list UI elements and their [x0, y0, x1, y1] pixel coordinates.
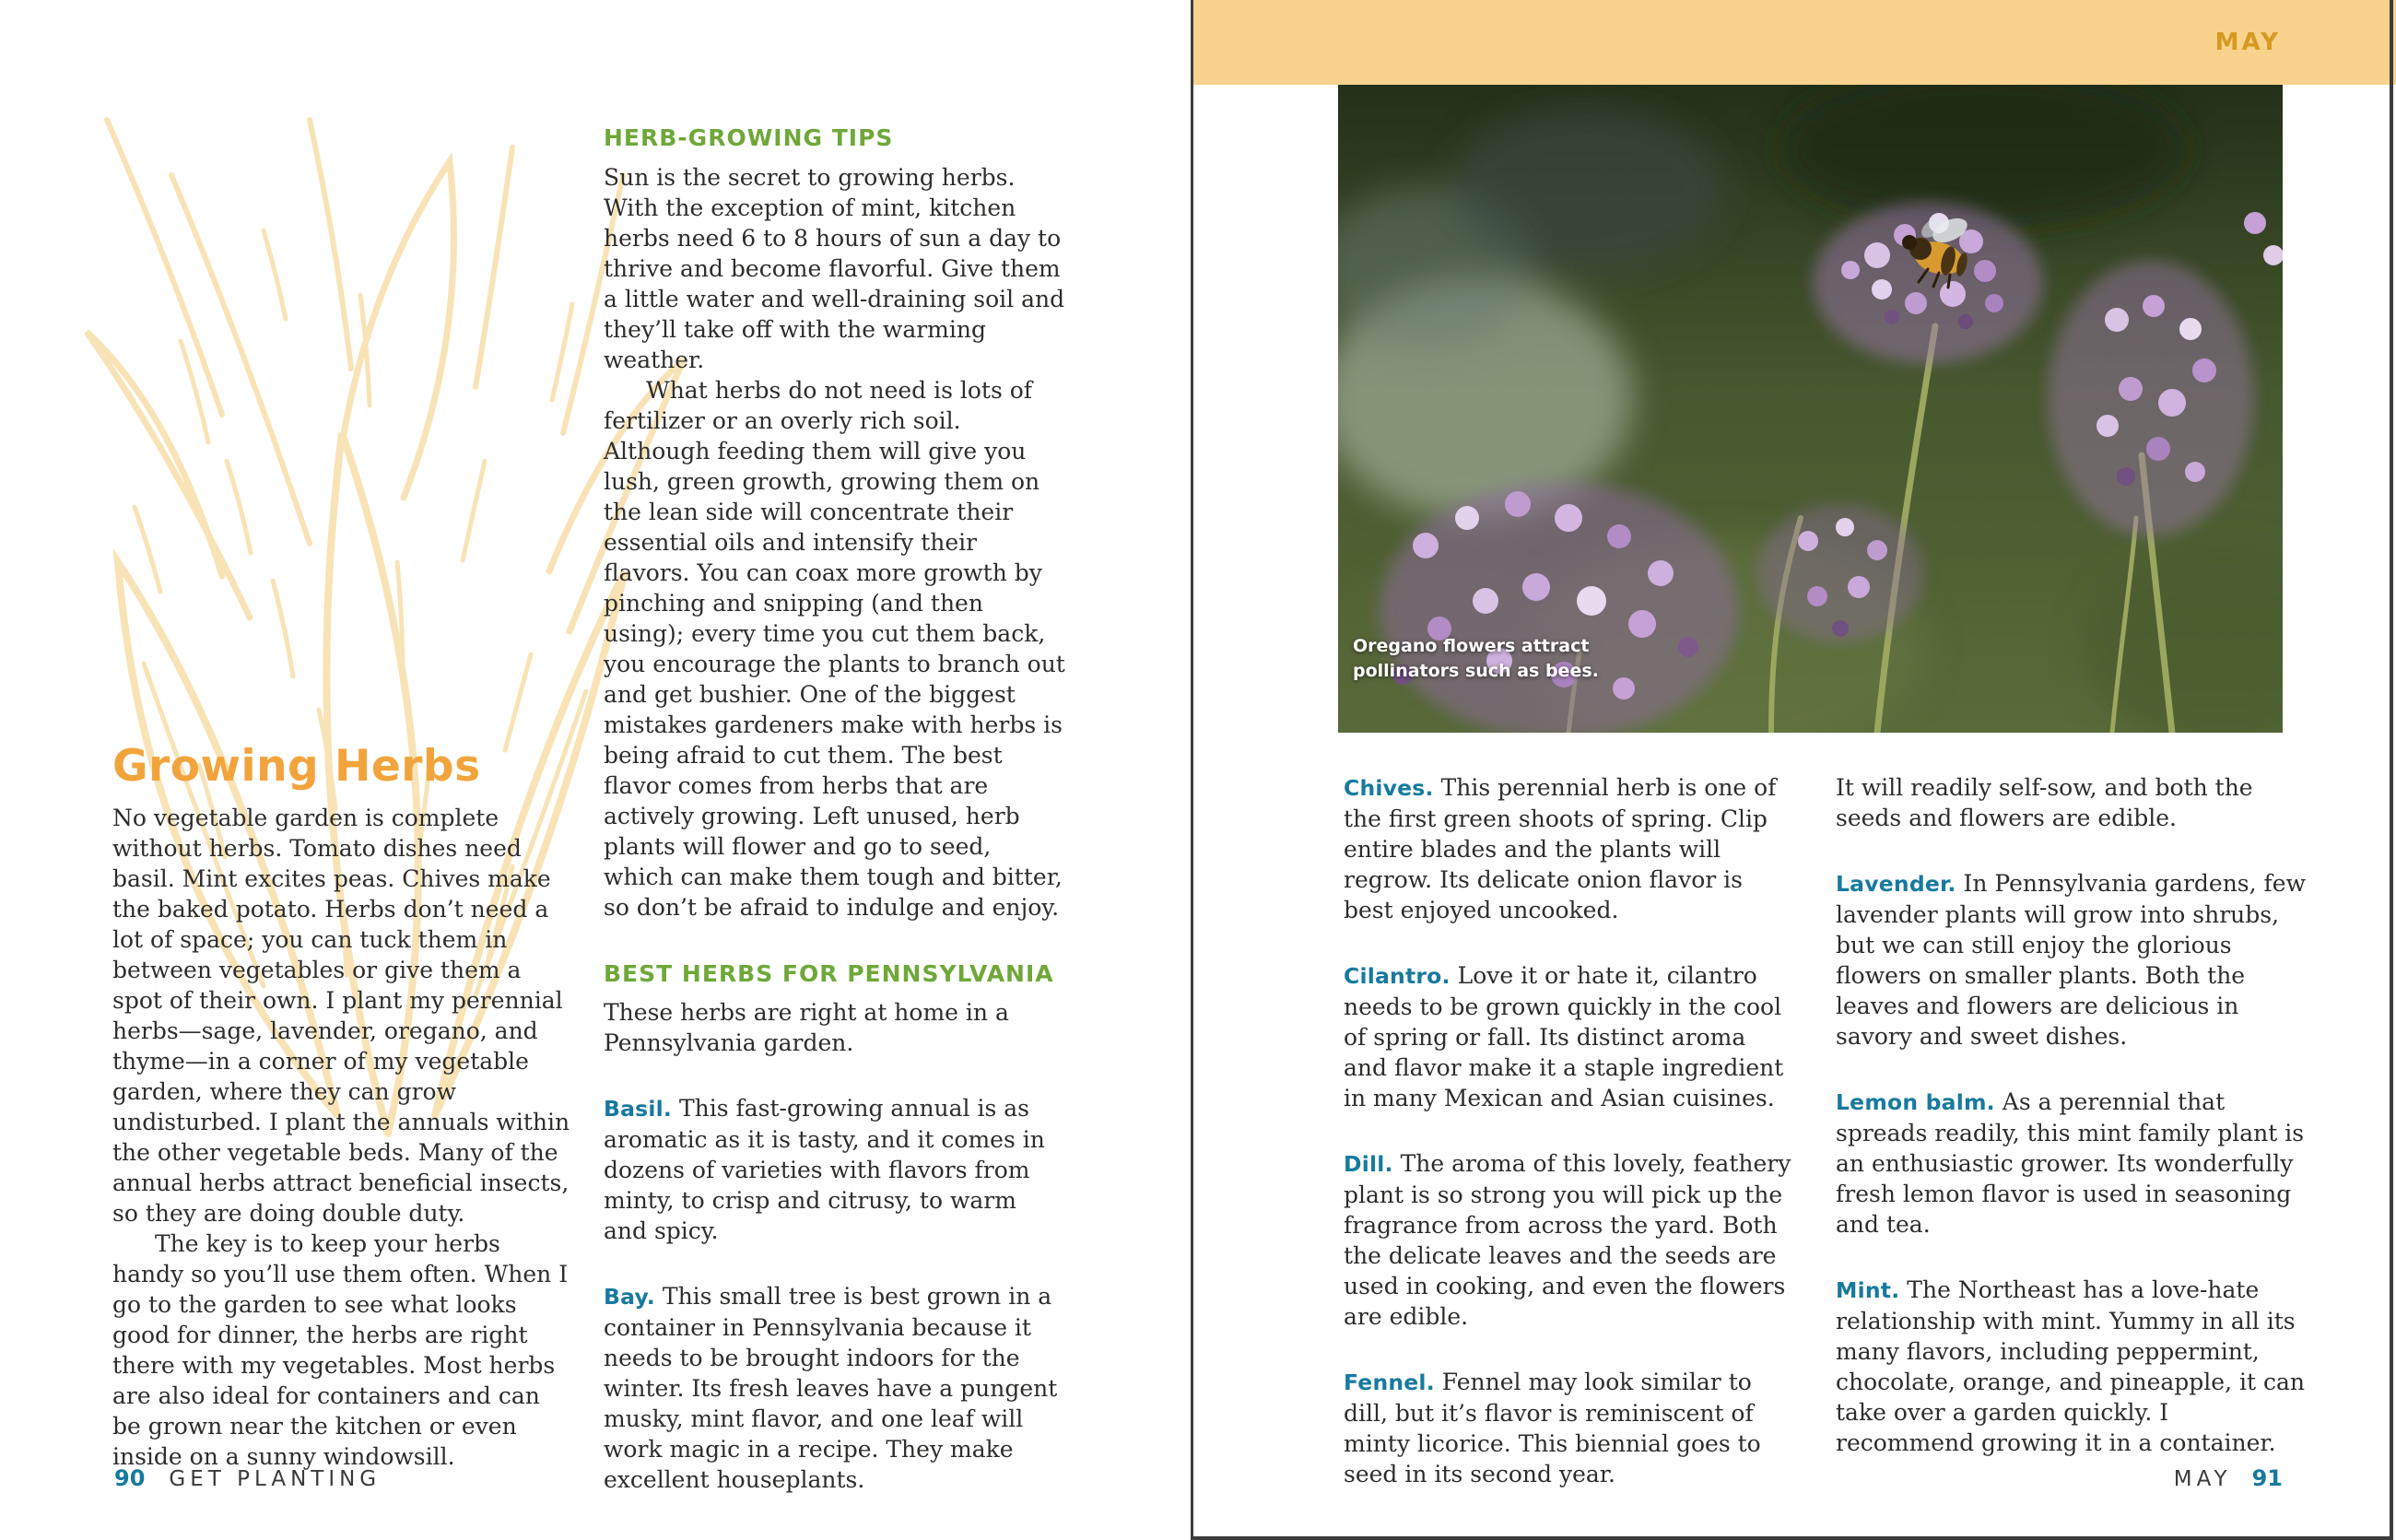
herb-term: Lemon balm. — [1836, 1089, 1995, 1115]
herb-text: Fennel may look similar to dill, but it’s flavor is reminiscent of minty licorice. This biennial goes to seed in its second year. — [1344, 1369, 1761, 1487]
tips-column — [604, 125, 1066, 1495]
herb-entry-lemon-balm — [1836, 1087, 2308, 1240]
herb-term: Chives. — [1344, 775, 1434, 801]
oregano-photo — [1338, 85, 2283, 733]
herb-entry-basil — [604, 1093, 1066, 1246]
footer-section-label: MAY — [2173, 1467, 2232, 1491]
herb-term: Bay. — [604, 1284, 655, 1310]
herb-text: The aroma of this lovely, feathery plant is so strong you will pick up the fragrance from across the yard. Both the delicate leaves and the seeds are used in cooking, and even the flowers are edible. — [1344, 1150, 1791, 1330]
month-label: MAY — [2214, 29, 2281, 56]
herb-entry-chives — [1344, 772, 1791, 925]
page-gutter-line — [1191, 0, 1193, 1540]
herb-term: Mint. — [1836, 1277, 1900, 1303]
section-heading-herb-growing-tips: HERB-GROWING TIPS — [604, 124, 894, 151]
herb-entry-dill — [1344, 1148, 1791, 1332]
herb-term: Lavender. — [1836, 871, 1956, 897]
page-number: 90 — [114, 1465, 146, 1491]
herb-entry-cilantro — [1344, 960, 1791, 1113]
photo-caption — [1353, 634, 1599, 685]
footer-section-label: GET PLANTING — [169, 1467, 382, 1491]
herb-list-column-1 — [1344, 772, 1791, 1489]
herb-text: This fast-growing annual is as aromatic as it is tasty, and it comes in dozens of varieties with flavors from minty, to crisp and citrusy, to warm and spicy. — [604, 1095, 1045, 1244]
herb-text: This small tree is best grown in a container in Pennsylvania because it needs to be brought indoors for the winter. Its fresh leaves have a pungent musky, mint flavor, and one leaf will work magic in a recipe. They make excellent houseplants. — [604, 1283, 1058, 1493]
left-intro-column — [112, 741, 573, 1472]
photo-caption-line: Oregano flowers attract — [1353, 635, 1590, 656]
left-page-footer — [114, 1465, 381, 1491]
herb-entry-lavender — [1836, 868, 2308, 1052]
herb-entry-bay — [604, 1281, 1066, 1495]
herb-term: Dill. — [1344, 1151, 1393, 1177]
chives-continuation: It will readily self-sow, and both the seeds and flowers are edible. — [1836, 774, 2253, 831]
herb-text: Love it or hate it, cilantro needs to be grown quickly in the cool of spring or fall. Its distinct aroma and flavor make it a staple ingredient in many Mexican and Asian cuisines. — [1344, 962, 1784, 1111]
page-number: 91 — [2251, 1465, 2283, 1491]
tips-paragraph-2: What herbs do not need is lots of fertilizer or an overly rich soil. Although feeding them will give you lush, green growth, growing them on the lean side will concentrate their essential oils and intensify their flavors. You can coax more growth by pinching and snipping (and then using); every time you cut them back, you encourage the plants to branch out and get bushier. One of the biggest mistakes gardeners make with herbs is being afraid to cut them. The best flavor comes from herbs that are actively growing. Left unused, herb plants will flower and go to seed, which can make them tough and bitter, so don’t be afraid to indulge and enjoy. — [604, 376, 1065, 921]
herb-text: As a perennial that spreads readily, this mint family plant is an enthusiastic grower. Its wonderfully fresh lemon flavor is used in seasoning and tea. — [1836, 1088, 2305, 1238]
section-heading-best-herbs: BEST HERBS FOR PENNSYLVANIA — [604, 959, 1054, 987]
intro-paragraph-1: No vegetable garden is complete without herbs. Tomato dishes need basil. Mint excites peas. Chives make the baked potato. Herbs don’t need a lot of space; you can tuck them in between vegetables or give them a spot of their own. I plant my perennial herbs—sage, lavender, oregano, and thyme—in a corner of my vegetable garden, where they can grow undisturbed. I plant the annuals within the other vegetable beds. Many of the annual herbs attract beneficial insects, so they are doing double duty. — [112, 805, 570, 1227]
tips-paragraph-1: Sun is the secret to growing herbs. With the exception of mint, kitchen herbs need 6 to 8 hours of sun a day to thrive and become flavorful. Give them a little water and well-draining soil and they’ll take off with the warming weather. — [604, 163, 1065, 373]
photo-caption-line: pollinators such as bees. — [1353, 661, 1599, 682]
best-herbs-intro: These herbs are right at home in a Pennsylvania garden. — [604, 999, 1009, 1056]
herb-text: The Northeast has a love-hate relationship with mint. Yummy in all its many flavors, including peppermint, chocolate, orange, and pineapple, it can take over a garden quickly. I recommend growing it in a container. — [1836, 1276, 2305, 1456]
herb-term: Cilantro. — [1344, 963, 1451, 989]
page-edge-right — [2390, 0, 2393, 1540]
page-title: Growing Herbs — [112, 741, 481, 792]
herb-text: In Pennsylvania gardens, few lavender plants will grow into shrubs, but we can still enjoy the glorious flowers on smaller plants. Both the leaves and flowers are delicious in savory and sweet dishes. — [1836, 870, 2306, 1050]
herb-text: This perennial herb is one of the first green shoots of spring. Clip entire blades and the plants will regrow. Its delicate onion flavor is best enjoyed uncooked. — [1344, 774, 1777, 923]
flower-cluster — [1757, 504, 1923, 642]
herb-term: Fennel. — [1344, 1370, 1435, 1395]
flower-cluster — [1380, 481, 1739, 733]
herb-entry-mint — [1836, 1275, 2308, 1458]
herb-list-column-2 — [1836, 772, 2308, 1458]
herb-term: Basil. — [604, 1096, 672, 1122]
month-header-band — [1193, 0, 2396, 85]
right-page-footer — [2174, 1465, 2283, 1491]
intro-paragraph-2: The key is to keep your herbs handy so you’ll use them often. When I go to the garden to see what looks good for dinner, the herbs are right there with my vegetables. Most herbs are also ideal for containers and can be grown near the kitchen or even inside on a sunny windowsill. — [112, 1230, 569, 1470]
page-edge-bottom — [1191, 1536, 2393, 1540]
herb-entry-fennel — [1344, 1367, 1791, 1489]
